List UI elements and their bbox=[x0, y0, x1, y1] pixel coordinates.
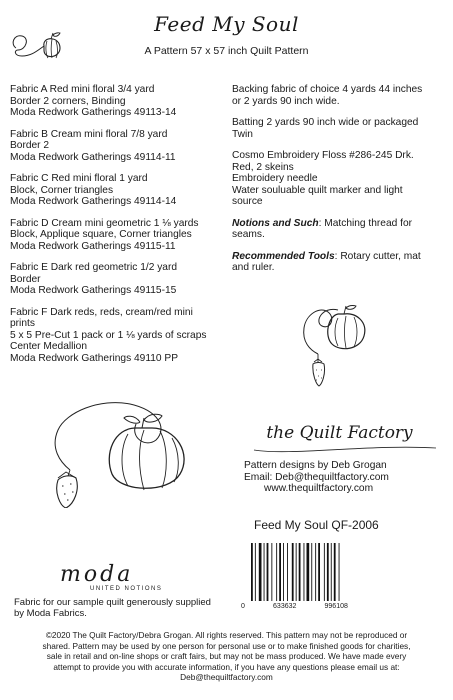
fabric-c-line2: Block, Corner triangles bbox=[10, 184, 114, 196]
notions-text2: seams. bbox=[232, 229, 265, 240]
fabric-a-line1: Fabric A Red mini floral 3/4 yard bbox=[10, 84, 155, 95]
notions-text: : Matching thread for bbox=[318, 217, 413, 229]
fabric-a-line2: Border 2 corners, Binding bbox=[10, 95, 126, 107]
fabric-b bbox=[10, 129, 230, 164]
batting bbox=[232, 117, 447, 140]
fabric-c bbox=[10, 173, 230, 208]
fabric-d-line3: Moda Redwork Gatherings 49115-11 bbox=[10, 240, 176, 252]
notions-label: Notions and Such bbox=[232, 217, 319, 229]
floss-line5: source bbox=[232, 196, 263, 207]
tools-text2: and ruler. bbox=[232, 262, 275, 273]
fabric-c-line3: Moda Redwork Gatherings 49114-14 bbox=[10, 196, 177, 207]
batting-line2: Twin bbox=[232, 128, 253, 140]
floss-line3: Embroidery needle bbox=[232, 173, 318, 184]
copyright-line4: attempt to provide you with accurate information, if you have any questions please email us at: bbox=[53, 661, 400, 672]
pattern-title: Feed My Soul bbox=[154, 12, 299, 36]
fabric-d bbox=[10, 218, 230, 253]
fabric-b-line1: Fabric B Cream mini floral 7/8 yard bbox=[10, 128, 168, 140]
backing-line2: or 2 yards 90 inch wide. bbox=[232, 95, 340, 107]
email-line[interactable]: Email: Deb@thequiltfactory.com bbox=[244, 471, 389, 483]
batting-line1: Batting 2 yards 90 inch wide or packaged bbox=[232, 117, 419, 128]
fabric-b-line3: Moda Redwork Gatherings 49114-11 bbox=[10, 151, 176, 163]
sponsor-line2: by Moda Fabrics. bbox=[14, 608, 87, 619]
fabric-b-line2: Border 2 bbox=[10, 140, 50, 151]
backing bbox=[232, 84, 447, 107]
pumpkin-sketch-icon bbox=[8, 20, 68, 70]
pattern-subtitle: A Pattern 57 x 57 inch Quilt Pattern bbox=[144, 45, 309, 57]
tools bbox=[232, 251, 447, 274]
fabric-sponsor-note bbox=[14, 597, 234, 619]
copyright-line2: shared. Pattern may be used by one person for personal use or to make finished goods for charities, bbox=[42, 640, 411, 651]
fabric-e-line2: Border bbox=[10, 273, 41, 285]
fabric-e bbox=[10, 262, 230, 297]
floss-line1: Cosmo Embroidery Floss #286-245 Drk. bbox=[232, 150, 414, 161]
moda-logo: moda bbox=[60, 562, 134, 587]
sponsor-line1: Fabric for our sample quilt generously supplied bbox=[14, 597, 211, 608]
barcode-digit-group2: 996108 bbox=[324, 603, 348, 610]
copyright-notice bbox=[8, 630, 445, 683]
fabric-a-line3: Moda Redwork Gatherings 49113-14 bbox=[10, 107, 177, 118]
fabric-f-line4: Center Medallion bbox=[10, 341, 88, 352]
fabric-f-line3: 5 x 5 Pre-Cut 1 pack or 1 ⅛ yards of scraps bbox=[10, 329, 207, 341]
pumpkin-strawberry-sketch-icon bbox=[288, 292, 388, 392]
floss-line2: Red, 2 skeins bbox=[232, 161, 294, 173]
copyright-line1: ©2020 The Quilt Factory/Debra Grogan. All rights reserved. This pattern may not be reproduced or bbox=[45, 630, 408, 640]
logo-swash-icon bbox=[250, 442, 440, 456]
large-pumpkin-sketch-icon bbox=[40, 378, 230, 508]
barcode bbox=[241, 541, 376, 605]
fabric-d-line1: Fabric D Cream mini geometric 1 ⅛ yards bbox=[10, 217, 199, 229]
fabric-c-line1: Fabric C Red mini floral 1 yard bbox=[10, 173, 148, 184]
barcode-digits bbox=[241, 603, 376, 610]
barcode-digit-prefix: 0 bbox=[241, 603, 245, 610]
fabric-f bbox=[10, 307, 230, 365]
product-code: Feed My Soul QF-2006 bbox=[254, 518, 379, 532]
fabric-e-line1: Fabric E Dark red geometric 1/2 yard bbox=[10, 262, 178, 273]
supplies-list bbox=[232, 84, 447, 284]
notions bbox=[232, 218, 447, 241]
floss-line4: Water souluable quilt marker and light bbox=[232, 184, 403, 196]
fabric-f-line5: Moda Redwork Gatherings 49110 PP bbox=[10, 352, 178, 364]
designer-line: Pattern designs by Deb Grogan bbox=[244, 460, 387, 471]
fabric-f-line2: prints bbox=[10, 318, 35, 329]
copyright-line3: sale in retail and on-line shops or craft fairs, but may not be mass produced. We have made every bbox=[46, 651, 407, 661]
website-line[interactable]: www.thequiltfactory.com bbox=[264, 483, 374, 494]
fabric-a bbox=[10, 84, 230, 119]
fabric-e-line3: Moda Redwork Gatherings 49115-15 bbox=[10, 285, 177, 296]
moda-subtitle: UNITED NOTIONS bbox=[90, 586, 163, 592]
fabric-d-line2: Block, Applique square, Corner triangles bbox=[10, 229, 192, 240]
quilt-factory-logo: the Quilt Factory bbox=[266, 423, 413, 443]
designer-contact bbox=[244, 460, 389, 495]
copyright-line5[interactable]: Deb@thequiltfactory.com bbox=[180, 672, 273, 682]
tools-text: : Rotary cutter, mat bbox=[334, 250, 421, 262]
embroidery-supplies bbox=[232, 150, 447, 208]
fabric-f-line1: Fabric F Dark reds, reds, cream/red mini bbox=[10, 306, 193, 318]
barcode-digit-group1: 633632 bbox=[273, 603, 297, 610]
tools-label: Recommended Tools bbox=[232, 250, 335, 262]
fabric-requirements bbox=[10, 84, 230, 374]
backing-line1: Backing fabric of choice 4 yards 44 inches bbox=[232, 84, 423, 95]
barcode-bars-icon bbox=[249, 543, 369, 603]
